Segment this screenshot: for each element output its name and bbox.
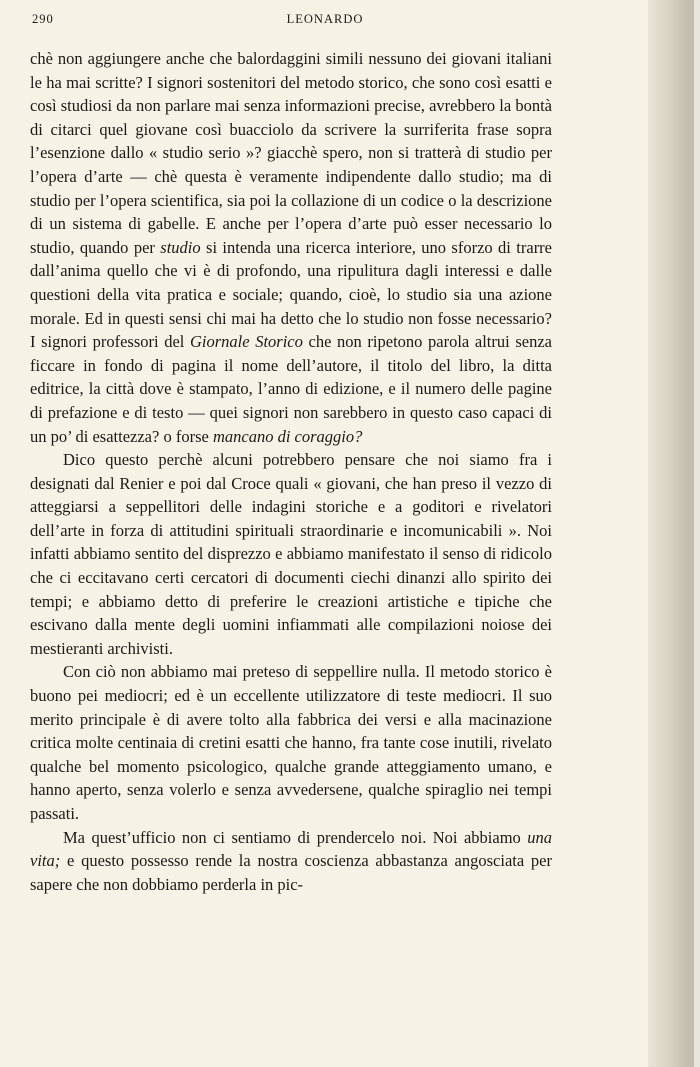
italic-run: mancano di coraggio? xyxy=(212,426,363,446)
text-run: Ma quest’ufficio non ci sentiamo di prendercelo noi. Noi abbiamo xyxy=(63,827,528,847)
book-gutter-shadow xyxy=(648,0,700,1067)
running-head xyxy=(32,12,618,32)
running-title: LEONARDO xyxy=(286,12,364,26)
text-run: chè non aggiungere anche che balordaggini simili nessuno dei giovani italiani le ha mai scritte? I signori sostenitori del metodo storico, che sono così esatti e così studiosi da non parlare mai senza informazioni precise, avrebbero la bontà di citarci quel giovane così buacciolo da scrivere la surriferita frase sopra l’esenzione dallo « studio serio »? giacchè spero, non si tratterà di studio per l’opera d’arte — chè questa è veramente indipendente dallo studio; ma di studio per l’opera scientifica, sia poi la collazione di un codice o la descrizione di un sistema di gabelle. E anche per l’opera d’arte può esser necessario lo studio, quando per xyxy=(30,49,552,257)
italic-run: una vita; xyxy=(30,827,552,871)
text-run: Con ciò non abbiamo mai preteso di seppellire nulla. Il metodo storico è buono pei mediocri; ed è un eccellente utilizzatore di teste mediocri. Il suo merito principale è di avere tolto alla fabbrica dei versi e alla macinazione critica molte centinaia di cretini esatti che hanno, fra tante cose inutili, rivelato qualche bel momento psicologico, qualche grande atteggiamento umano, e hanno aperto, senza volerlo e senza avvedersene, qualche spiraglio nei tempi passati. xyxy=(30,662,552,823)
text-run: e questo possesso rende la nostra coscienza abbastanza angosciata per sapere che non dobbiamo perderla in pic- xyxy=(30,851,552,894)
text-run: Dico questo perchè alcuni potrebbero pensare che noi siamo fra i designati dal Renier e poi dal Croce quali « giovani, che han preso il vezzo di atteggiarsi a seppellitori delle indagini storiche e a goditori e rivelatori dell’arte in forza di attitudini spirituali straordinarie e incomunicabili ». Noi infatti abbiamo sentito del disprezzo e abbiamo manifestato il senso di ridicolo che ci eccitavano certi cercatori di documenti ciechi dinanzi allo spirito dei tempi; e abbiamo detto di preferire le creazioni artistiche e tipiche che escivano dalla mente degli uomini infiammati alle compilazioni noiose dei mestieranti archivisti. xyxy=(30,450,552,658)
paragraph xyxy=(30,47,552,448)
text-run: si intenda una ricerca interiore, uno sforzo di trarre dall’anima quello che vi è di profondo, una ripulitura dagli interessi e dalle questioni della vita pratica e sociale; quando, cioè, lo studio sia una azione morale. Ed in questi sensi chi mai ha detto che lo studio non fosse necessario? I signori professori del xyxy=(30,237,553,352)
page-number: 290 xyxy=(32,12,54,26)
italic-run: studio xyxy=(160,237,201,257)
paragraph xyxy=(30,660,552,825)
paragraph xyxy=(30,448,552,660)
body-text xyxy=(30,47,552,896)
paragraph xyxy=(30,826,552,897)
page-edge xyxy=(694,0,700,1067)
italic-run: Giornale Storico xyxy=(190,332,303,352)
text-run: che non ripetono parola altrui senza ficcare in fondo di pagina il nome dell’autore, il titolo del libro, la ditta editrice, la città dove è stampato, l’anno di edizione, e il numero delle pagine di prefazione e di testo — quei signori non sarebbero in questo caso capaci di un po’ di esattezza? o forse xyxy=(30,332,552,446)
